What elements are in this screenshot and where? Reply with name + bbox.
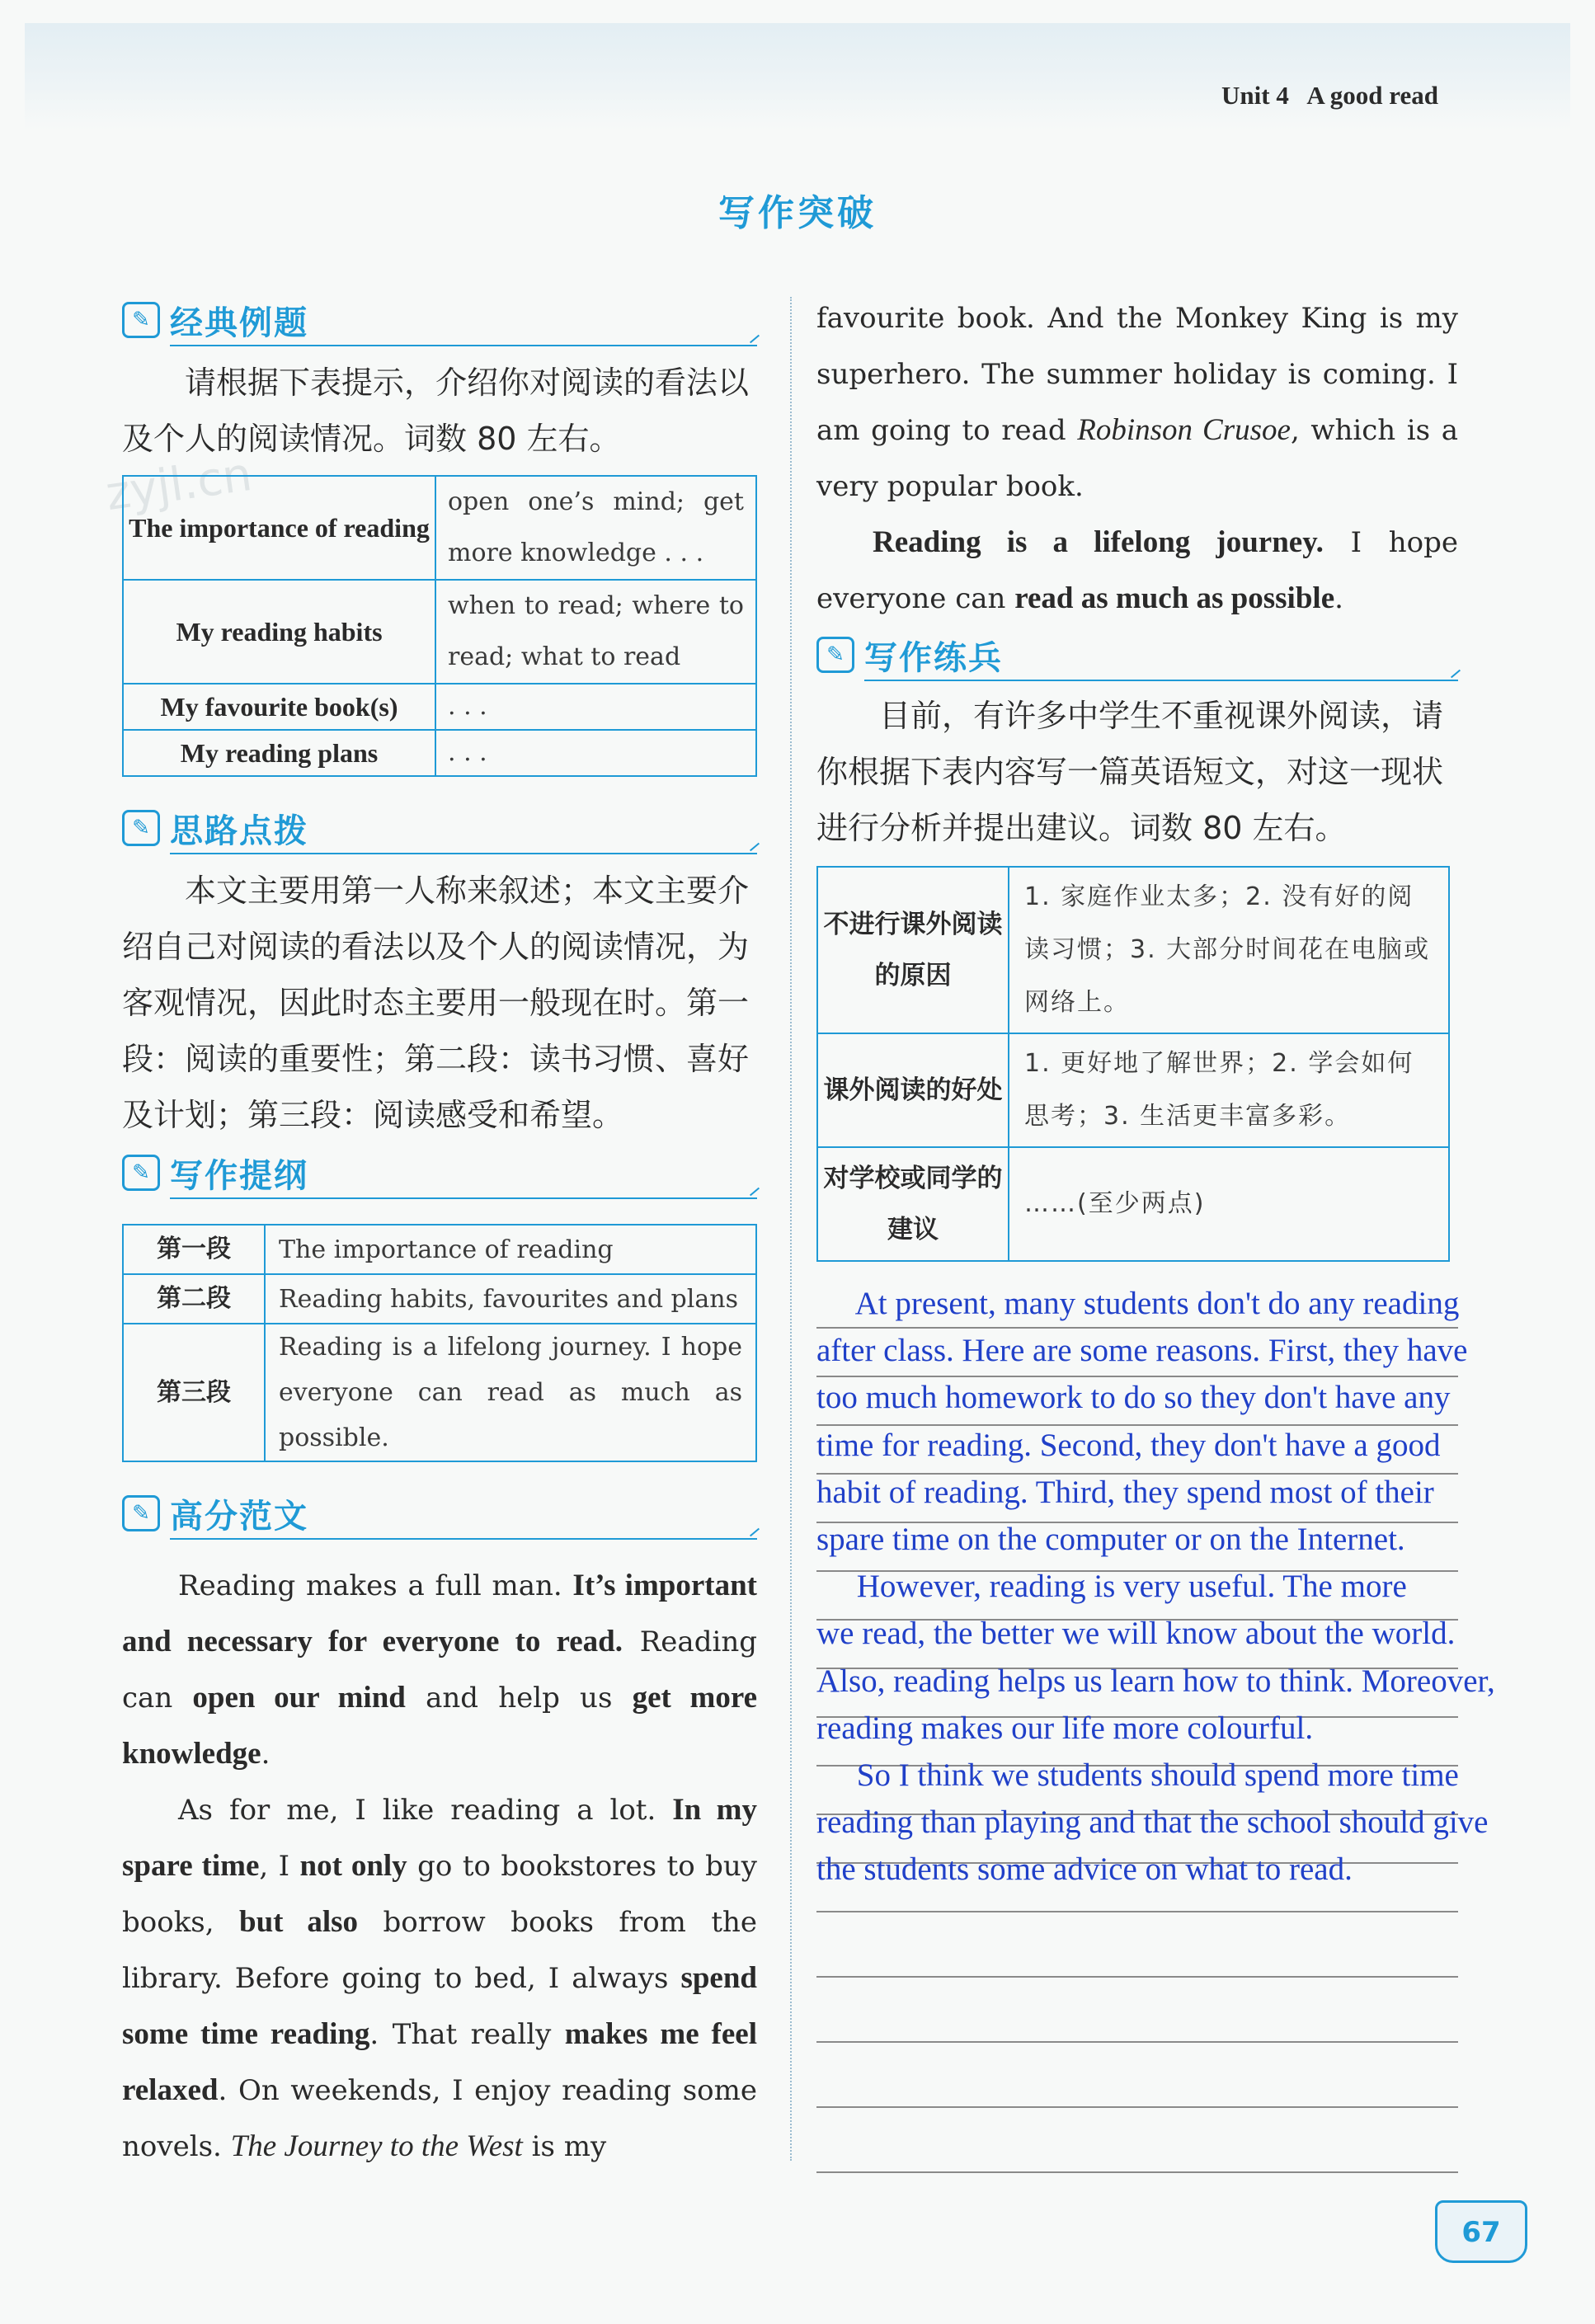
writing-runner-icon: ✎: [816, 637, 854, 673]
essay-continued-right: is my: [522, 2130, 607, 2163]
table-cell-key: My reading plans: [123, 730, 435, 776]
answer-area[interactable]: [816, 1280, 1495, 1912]
header-band: [25, 23, 1570, 130]
table-row: [817, 1147, 1449, 1261]
thinking-text: 本文主要用第一人称来叙述；本文主要介绍自己对阅读的看法以及个人的阅读情况，为客观情况，因此时态主要用一般现在时。第一段：阅读的重要性；第二段：读书习惯、喜好及计划；第三段：阅读感受和希望。: [122, 873, 750, 1133]
table-cell-key: 第三段: [123, 1324, 265, 1461]
unit-header: Unit 4 A good read: [1221, 81, 1438, 110]
table-cell-value: Reading is a lifelong journey. I hope everyone can read as much as possible.: [265, 1324, 756, 1461]
page-number: 67: [1435, 2200, 1527, 2263]
blank-answer-lines[interactable]: [816, 1912, 1458, 2173]
table-row: [817, 867, 1449, 1033]
section-practice-heading: ✎ 写作练兵: [816, 632, 1458, 684]
essay-paragraph-2-cont: favourite book. And the Monkey King is my superhero. The summer holiday is coming. I am going to read Robinson Crusoe, which is a very popular book.: [816, 302, 1458, 503]
table-cell-key: 课外阅读的好处: [817, 1033, 1009, 1147]
table-cell-key: 第一段: [123, 1225, 265, 1274]
essay-paragraph-3: Reading is a lifelong journey. I hope everyone can read as much as possible.: [816, 525, 1458, 615]
table-row: [123, 1274, 756, 1324]
table-cell-value: 1. 更好地了解世界；2. 学会如何思考；3. 生活更丰富多彩。: [1009, 1033, 1449, 1147]
column-divider: [790, 297, 792, 2161]
table-cell-value: The importance of reading: [265, 1225, 756, 1274]
model-essay: [122, 1558, 757, 2175]
right-column: [816, 290, 1495, 2173]
table-row: [817, 1033, 1449, 1147]
practice-prompt: 目前，有许多中学生不重视课外阅读，请你根据下表内容写一篇英语短文，对这一现状进行分析并提出建议。词数 80 左右。: [816, 698, 1444, 846]
writing-runner-icon: ✎: [122, 810, 160, 846]
example-prompt: 请根据下表提示，介绍你对阅读的看法以及个人的阅读情况。词数 80 左右。: [122, 365, 750, 457]
practice-table: [816, 866, 1450, 1262]
section-thinking-heading: ✎ 思路点拨: [122, 805, 757, 858]
table-cell-value: Reading habits, favourites and plans: [265, 1274, 756, 1324]
table-row: [123, 476, 756, 580]
prompt-table: [122, 475, 757, 777]
outline-table: [122, 1224, 757, 1462]
table-cell-value: 1. 家庭作业太多；2. 没有好的阅读习惯；3. 大部分时间花在电脑或网络上。: [1009, 867, 1449, 1033]
table-row: [123, 1225, 756, 1274]
essay-paragraph-1: Reading makes a full man. It’s important and necessary for everyone to read. Reading can open our mind and help us get more knowledge.: [122, 1569, 757, 1771]
table-cell-key: The importance of reading: [123, 476, 435, 580]
table-row: [123, 580, 756, 684]
left-column: [122, 297, 757, 2175]
section-example-heading: ✎ 经典例题: [122, 297, 757, 350]
table-cell-value: open one’s mind; get more knowledge . . .: [435, 476, 756, 580]
section-model-heading: ✎ 高分范文: [122, 1490, 757, 1543]
watermark: zyjl.cn: [102, 447, 256, 522]
writing-runner-icon: ✎: [122, 1155, 160, 1191]
handwritten-answer: At present, many students don't do any reading after class. Here are some reasons. First, they have too much homework to do so they don't have any time for reading. Second, they don't have a good habit of reading. Third, they spend most of their spare time on the computer or on the Internet. However, reading is very useful. The more we read, the better we will know about the world. Also, reading helps us learn how to think. Moreover, reading makes our life more colourful. So I think we students should spend more time reading than playing and that the school should give the students some advice on what to read.: [816, 1286, 1495, 1888]
table-cell-key: 对学校或同学的建议: [817, 1147, 1009, 1261]
page-title: 写作突破: [718, 192, 877, 234]
essay-paragraph-2: As for me, I like reading a lot. In my spare time, I not only go to bookstores to buy books, but also borrow books from the library. Before going to bed, I always spend some time reading. That really makes me feel relaxed. On weekends, I enjoy reading some novels. The Journey to the West is my: [122, 1793, 758, 2163]
table-row: [123, 730, 756, 776]
table-cell-value: . . .: [435, 730, 756, 776]
table-row: [123, 684, 756, 730]
table-cell-value: ……(至少两点): [1009, 1147, 1449, 1261]
writing-runner-icon: ✎: [122, 1495, 160, 1531]
table-cell-key: My reading habits: [123, 580, 435, 684]
section-outline-heading: ✎ 写作提纲: [122, 1150, 757, 1202]
table-cell-key: 第二段: [123, 1274, 265, 1324]
table-cell-value: . . .: [435, 684, 756, 730]
table-cell-value: when to read; where to read; what to read: [435, 580, 756, 684]
table-cell-key: My favourite book(s): [123, 684, 435, 730]
writing-runner-icon: ✎: [122, 302, 160, 338]
model-essay-continued: [816, 290, 1458, 627]
table-cell-key: 不进行课外阅读的原因: [817, 867, 1009, 1033]
table-row: [123, 1324, 756, 1461]
